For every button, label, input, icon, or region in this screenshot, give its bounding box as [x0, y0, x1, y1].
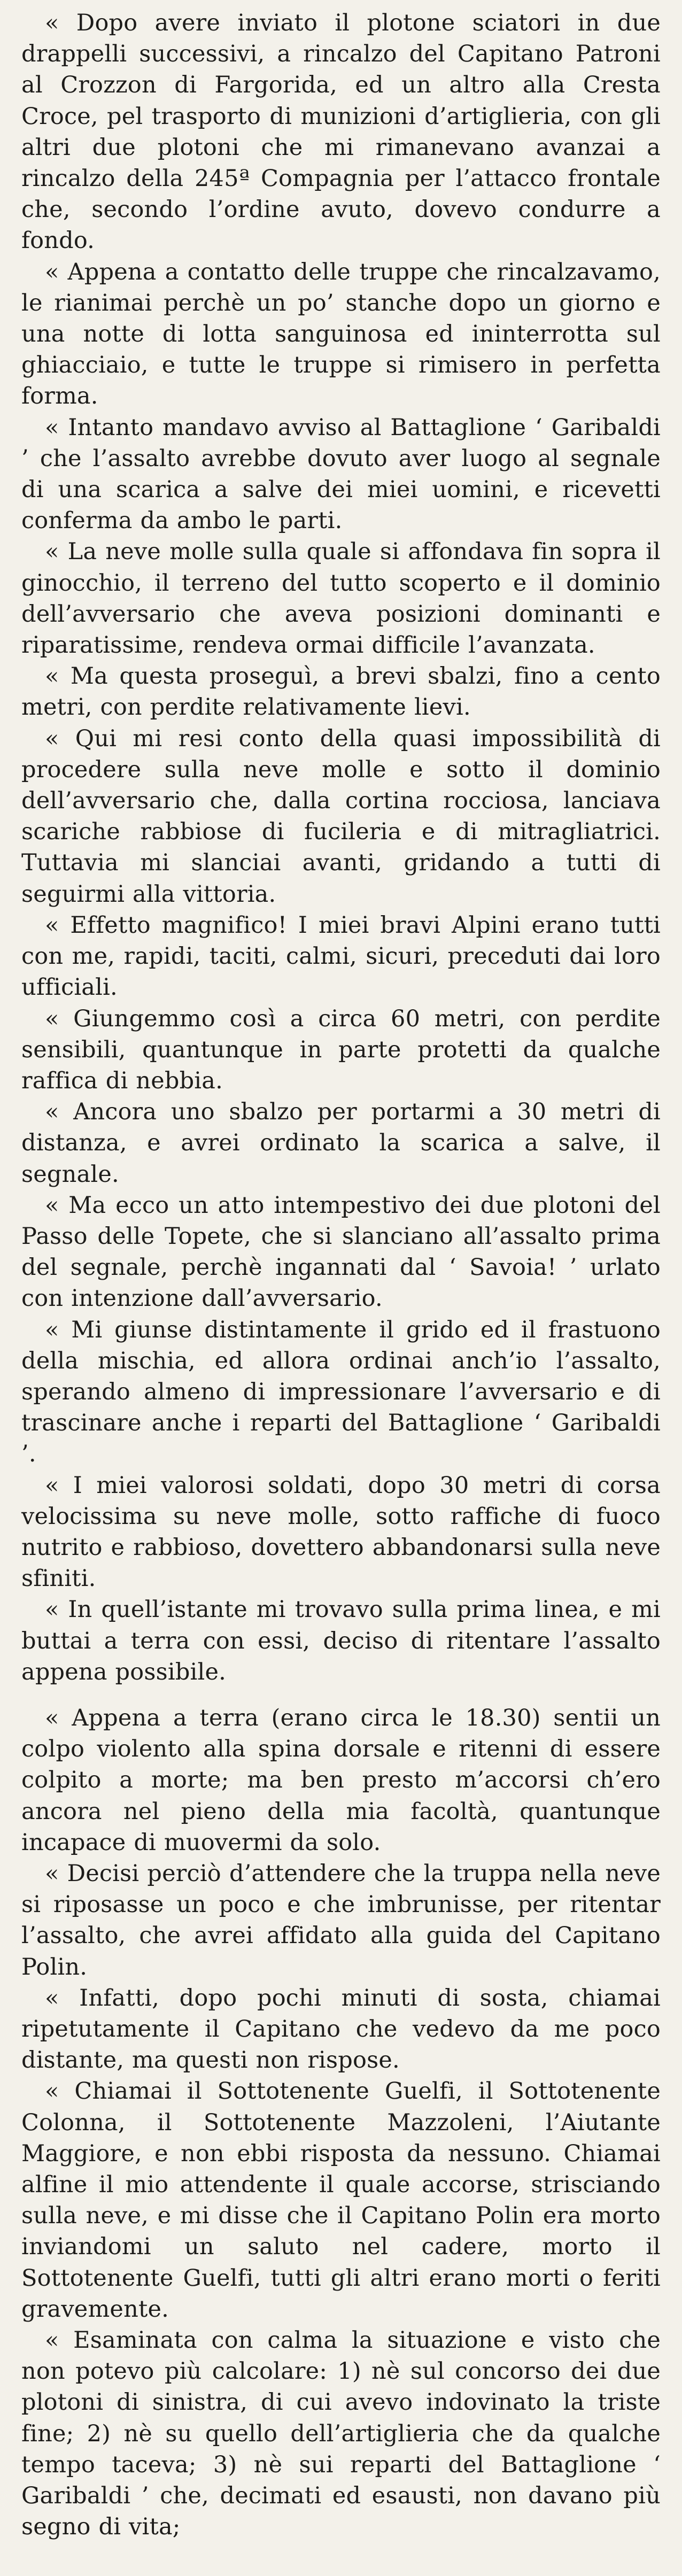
- paragraph: « Infatti, dopo pochi minuti di sosta, chiamai ripetutamente il Capitano che vedevo da me poco distante, ma questi non rispose.: [21, 1984, 661, 2074]
- paragraph: « Effetto magnifico! I miei bravi Alpini erano tutti con me, rapidi, taciti, calmi, sicuri, preceduti dai loro ufficiali.: [21, 911, 661, 1001]
- paragraph: « Qui mi resi conto della quasi impossibilità di procedere sulla neve molle e sotto il dominio dell’avversario che, dalla cortina rocciosa, lanciava scariche rabbiose di fucileria e di mitragliatrici. Tuttavia mi slanciai avanti, gridando a tutti di seguirmi alla vittoria.: [21, 725, 661, 908]
- paragraph: « Giungemmo così a circa 60 metri, con perdite sensibili, quantunque in parte protetti da qualche raffica di nebbia.: [21, 1005, 661, 1094]
- paragraph: « Intanto mandavo avviso al Battaglione ‘ Garibaldi ’ che l’assalto avrebbe dovuto aver luogo al segnale di una scarica a salve dei miei uomini, e ricevetti conferma da ambo le parti.: [21, 414, 661, 535]
- paragraph: « Ma ecco un atto intempestivo dei due plotoni del Passo delle Topete, che si slanciano all’assalto prima del segnale, perchè ingannati dal ‘ Savoia! ’ urlato con intenzione dall’avversario.: [21, 1192, 661, 1312]
- paragraph: « Esaminata con calma la situazione e visto che non potevo più calcolare: 1) nè sul concorso dei due plotoni di sinistra, di cui avevo indovinato la triste fine; 2) nè su quello dell’artiglieria che da qualche tempo taceva; 3) nè sui reparti del Battaglione ‘ Garibaldi ’ che, decimati ed esausti, non davano più segno di vita;: [21, 2327, 661, 2541]
- paragraph: « I miei valorosi soldati, dopo 30 metri di corsa velocissima su neve molle, sotto raffiche di fuoco nutrito e rabbioso, dovettero abbandonarsi sulla neve sfiniti.: [21, 1472, 661, 1592]
- paragraph: « Mi giunse distintamente il grido ed il frastuono della mischia, ed allora ordinai anch’io l’assalto, sperando almeno di impressionare l’avversario e di trascinare anche i reparti del Battaglione ‘ Garibaldi ’.: [21, 1316, 661, 1468]
- paragraph: « Ma questa proseguì, a brevi sbalzi, fino a cento metri, con perdite relativamente lievi.: [21, 663, 661, 721]
- paragraph: « In quell’istante mi trovavo sulla prima linea, e mi buttai a terra con essi, deciso di ritentare l’assalto appena possibile.: [21, 1596, 661, 1685]
- paragraph: « La neve molle sulla quale si affondava fin sopra il ginocchio, il terreno del tutto scoperto e il dominio dell’avversario che aveva posizioni dominanti e riparatissime, rendeva ormai difficile l’avanzata.: [21, 538, 661, 659]
- paragraph: « Appena a contatto delle truppe che rincalzavamo, le rianimai perchè un po’ stanche dopo un giorno e una notte di lotta sanguinosa ed ininterrotta sul ghiacciaio, e tutte le truppe si rimisero in perfetta forma.: [21, 258, 661, 410]
- paragraph: « Dopo avere inviato il plotone sciatori in due drappelli successivi, a rincalzo del Capitano Patroni al Crozzon di Fargorida, ed un altro alla Cresta Croce, pel trasporto di munizioni d’artiglieria, con gli altri due plotoni che mi rimanevano avanzai a rincalzo della 245ª Compagnia per l’attacco frontale che, secondo l’ordine avuto, dovevo condurre a fondo.: [21, 10, 661, 254]
- paragraph: « Ancora uno sbalzo per portarmi a 30 metri di distanza, e avrei ordinato la scarica a salve, il segnale.: [21, 1099, 661, 1188]
- paragraph: « Appena a terra (erano circa le 18.30) sentii un colpo violento alla spina dorsale e ritenni di essere colpito a morte; ma ben presto m’accorsi ch’ero ancora nel pieno della mia facoltà, quantunque incapace di muovermi da solo.: [21, 1704, 661, 1856]
- paragraph: « Decisi perciò d’attendere che la truppa nella neve si riposasse un poco e che imbrunisse, per ritentar l’assalto, che avrei affidato alla guida del Capitano Polin.: [21, 1860, 661, 1981]
- paragraph: « Chiamai il Sottotenente Guelfi, il Sottotenente Colonna, il Sottotenente Mazzoleni, l’Aiutante Maggiore, e non ebbi risposta da nessuno. Chiamai alfine il mio attendente il quale accorse, strisciando sulla neve, e mi disse che il Capitano Polin era morto inviandomi un saluto nel cadere, morto il Sottotenente Guelfi, tutti gli altri erano morti o feriti gravemente.: [21, 2078, 661, 2323]
